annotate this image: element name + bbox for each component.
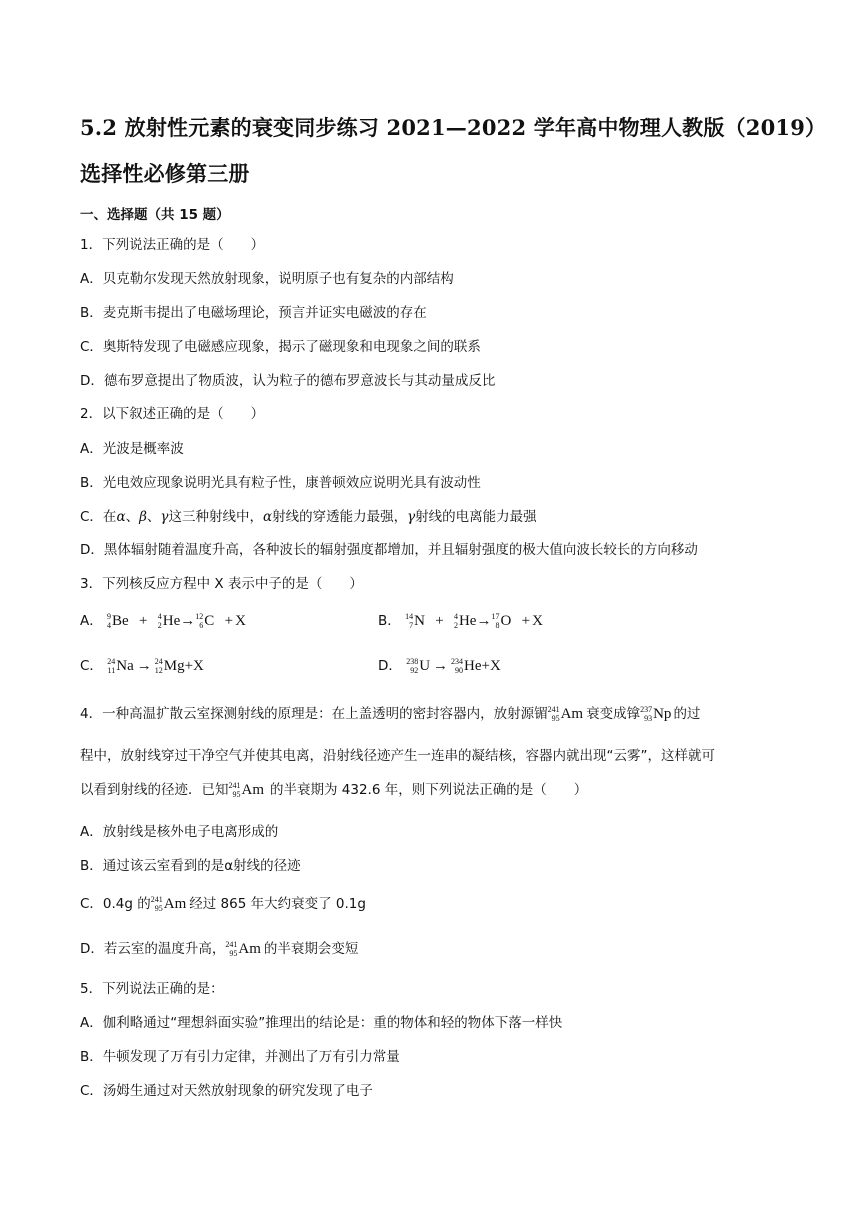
plus-sign: + <box>435 613 444 629</box>
question-3-option-c <box>80 657 204 675</box>
document-title-line-2: 选择性必修第三册 <box>80 161 250 186</box>
question-4-stem-line-1 <box>80 705 700 723</box>
question-2-option-a: A．光波是概率波 <box>80 441 184 457</box>
separator: 、 <box>146 509 161 525</box>
isotope-be: 9 4Be <box>107 612 129 630</box>
arrow-icon: → <box>180 613 196 629</box>
plus-sign: + <box>521 613 531 629</box>
question-1-option-c: C．奥斯特发现了电磁感应现象，揭示了磁现象和电现象之间的联系 <box>80 339 481 355</box>
option-c-prefix: C．在 <box>80 509 117 525</box>
question-4-option-d <box>80 940 358 958</box>
isotope-he: 4 2He <box>453 612 477 630</box>
isotope-o: 17 8O <box>491 612 512 630</box>
isotope-c: 12 6C <box>195 612 215 630</box>
stem-text: 衰变成镎 <box>586 706 641 722</box>
option-label: C． <box>80 658 103 674</box>
question-4-option-b: B．通过该云室看到的是α射线的径迹 <box>80 858 301 874</box>
option-label: B． <box>378 613 401 629</box>
alpha-symbol: α <box>262 509 273 525</box>
stem-text: 以看到射线的径迹．已知 <box>80 782 229 798</box>
option-c-mid2: 射线的穿透能力最强， <box>272 509 408 525</box>
question-1-stem: 1．下列说法正确的是（ ） <box>80 237 265 253</box>
question-5-option-c: C．汤姆生通过对天然放射现象的研究发现了电子 <box>80 1083 373 1099</box>
stem-text: 的半衰期为 432.6 年，则下列说法正确的是（ ） <box>270 782 588 798</box>
question-1-option-d: D．德布罗意提出了物质波，认为粒子的德布罗意波长与其动量成反比 <box>80 373 496 389</box>
question-5-option-a: A．伽利略通过“理想斜面实验”推理出的结论是：重的物体和轻的物体下落一样快 <box>80 1015 563 1031</box>
isotope-am: 241 95Am <box>547 705 584 723</box>
isotope-he: 4 2He <box>157 612 181 630</box>
option-text: C．0.4g 的 <box>80 896 151 912</box>
x-symbol: X <box>193 658 204 674</box>
isotope-am: 241 95Am <box>225 940 261 958</box>
arrow-icon: → <box>433 658 449 674</box>
alpha-symbol: α <box>116 509 126 525</box>
arrow-icon: → <box>476 613 492 629</box>
isotope-am: 241 95Am <box>228 781 264 799</box>
isotope-na: 24 11Na <box>107 657 134 675</box>
question-3-option-b <box>378 612 543 630</box>
gamma-symbol: γ <box>160 509 169 525</box>
question-1-option-a: A．贝克勒尔发现天然放射现象，说明原子也有复杂的内部结构 <box>80 271 454 287</box>
stem-text: 4．一种高温扩散云室探测射线的原理是：在上盖透明的密封容器内，放射源镅 <box>80 706 548 722</box>
beta-symbol: β <box>139 509 147 525</box>
question-4-stem-line-2: 程中，放射线穿过干净空气并使其电离，沿射线径迹产生一连串的凝结核，容器内就出现“云雾”，这样就可 <box>80 748 715 764</box>
question-3-option-d <box>378 657 501 675</box>
question-4-option-a: A．放射线是核外电子电离形成的 <box>80 824 279 840</box>
isotope-am: 241 95Am <box>150 895 187 913</box>
question-5-option-b: B．牛顿发现了万有引力定律，并测出了万有引力常量 <box>80 1049 400 1065</box>
question-2-option-d: D．黑体辐射随着温度升高，各种波长的辐射强度都增加，并且辐射强度的极大值向波长较长的方向移动 <box>80 542 698 558</box>
option-c-mid: 这三种射线中， <box>168 509 263 525</box>
question-4-option-c <box>80 895 366 913</box>
question-4-stem-line-3 <box>80 781 587 799</box>
option-c-end: 射线的电离能力最强 <box>415 509 537 525</box>
plus-sign: + <box>481 658 491 674</box>
question-3-option-a <box>80 612 246 630</box>
arrow-icon: → <box>136 658 152 674</box>
stem-text: 的过 <box>673 706 701 722</box>
question-2-option-c <box>80 508 537 526</box>
separator: 、 <box>125 509 140 525</box>
option-label: D． <box>378 658 402 674</box>
option-text: 经过 865 年大约衰变了 0.1g <box>189 896 366 912</box>
x-symbol: X <box>235 613 246 629</box>
isotope-mg: 24 12Mg <box>154 657 185 675</box>
document-title-line-1: 5.2 放射性元素的衰变同步练习 2021—2022 学年高中物理人教版（2019） <box>80 115 827 140</box>
option-text: D．若云室的温度升高， <box>80 941 226 957</box>
question-3-stem: 3．下列核反应方程中 X 表示中子的是（ ） <box>80 576 363 592</box>
isotope-np: 237 93Np <box>640 705 672 723</box>
plus-sign: + <box>184 658 194 674</box>
section-heading: 一、选择题（共 15 题） <box>80 207 230 223</box>
plus-sign: + <box>224 613 234 629</box>
isotope-u: 238 92U <box>406 657 431 675</box>
plus-sign: + <box>139 613 148 629</box>
isotope-n: 14 7N <box>405 612 425 630</box>
question-1-option-b: B．麦克斯韦提出了电磁场理论，预言并证实电磁波的存在 <box>80 305 427 321</box>
question-5-stem: 5．下列说法正确的是： <box>80 981 224 997</box>
option-text: 的半衰期会变短 <box>263 941 359 957</box>
x-symbol: X <box>532 613 543 629</box>
question-2-option-b: B．光电效应现象说明光具有粒子性，康普顿效应说明光具有波动性 <box>80 475 481 491</box>
isotope-he-234: 234 90He <box>451 657 482 675</box>
option-label: A． <box>80 613 103 629</box>
x-symbol: X <box>490 658 501 674</box>
question-2-stem: 2．以下叙述正确的是（ ） <box>80 406 265 422</box>
gamma-symbol: γ <box>407 509 416 525</box>
